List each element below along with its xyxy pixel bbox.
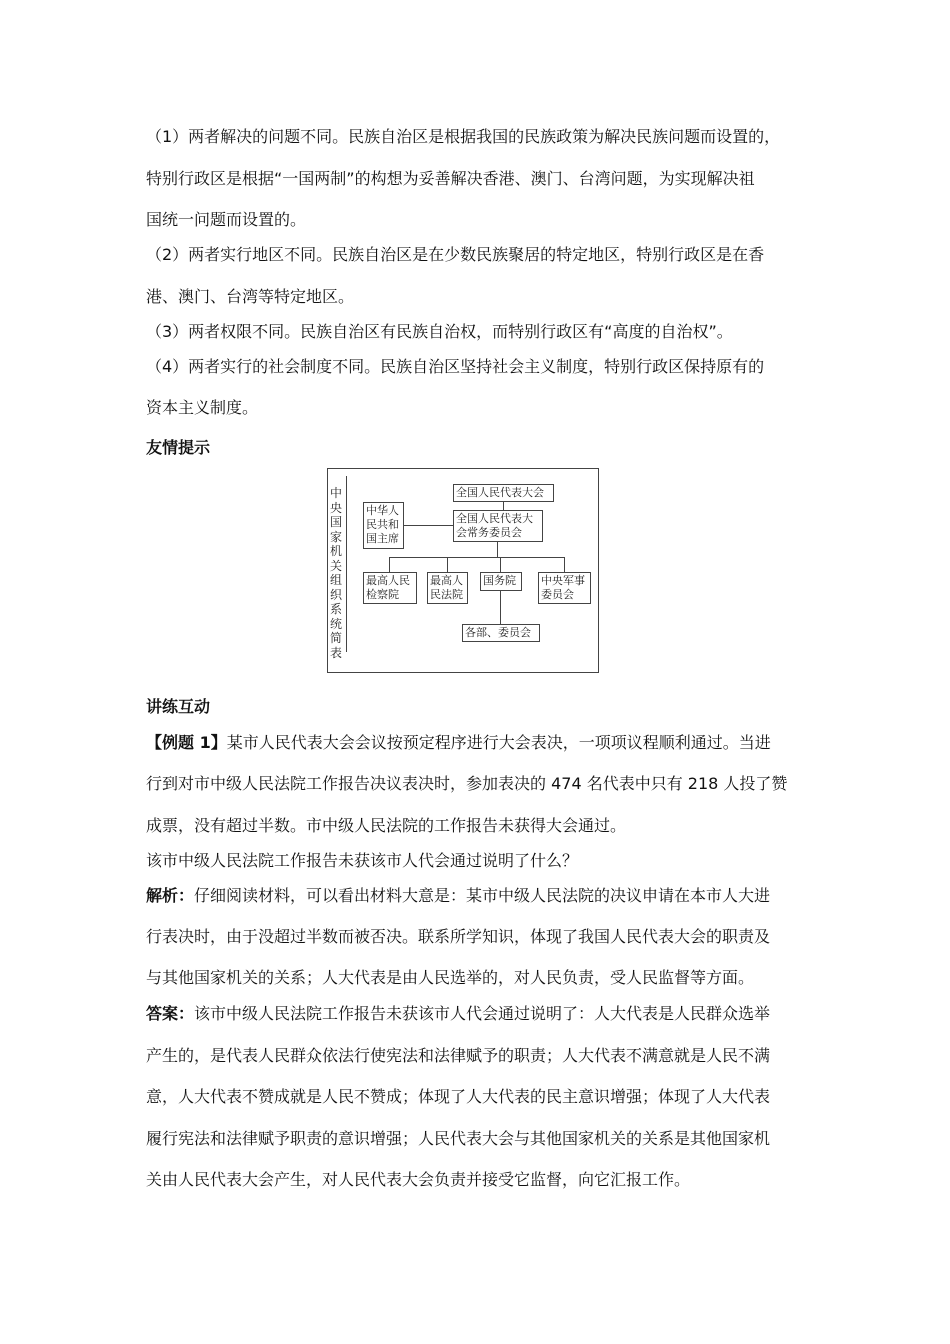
paragraph-line: （1）两者解决的问题不同。民族自治区是根据我国的民族政策为解决民族问题而设置的， [146,127,781,146]
answer-line: 产生的，是代表人民群众依法行使宪法和法律赋予的职责；人大代表不满意就是人民不满 [146,1046,771,1065]
analysis-label: 解析： [146,886,195,905]
example-text: 某市人民代表大会会议按预定程序进行大会表决，一项项议程顺利通过。当进 [226,733,771,752]
node-procuratorate: 最高人民 检察院 [363,572,417,604]
answer-line: 关由人民代表大会产生，对人民代表大会负责并接受它监督，向它汇报工作。 [146,1170,691,1189]
connector [389,557,390,572]
org-chart-title: 中央国家机关组织系统简表 [329,486,342,660]
analysis-text: 仔细阅读材料，可以看出材料大意是：某市中级人民法院的决议申请在本市人大进 [194,886,771,905]
node-npc: 全国人民代表大会 [453,484,554,502]
connector [497,542,498,557]
example-question: 该市中级人民法院工作报告未获该市人代会通过说明了什么？ [146,851,579,870]
node-military-commission: 中央军事 委员会 [538,572,591,604]
paragraph-line: 资本主义制度。 [146,398,259,417]
node-state-council: 国务院 [480,572,522,591]
paragraph-line: 特别行政区是根据“一国两制”的构想为妥善解决香港、澳门、台湾问题，为实现解决祖 [146,169,755,188]
connector [564,557,565,572]
answer-line: 履行宪法和法律赋予职责的意识增强；人民代表大会与其他国家机关的关系是其他国家机 [146,1129,771,1148]
answer-text: 该市中级人民法院工作报告未获该市人代会通过说明了：人大代表是人民群众选举 [194,1004,771,1023]
paragraph-line: （2）两者实行地区不同。民族自治区是在少数民族聚居的特定地区，特别行政区是在香 [146,245,765,264]
paragraph-line: （4）两者实行的社会制度不同。民族自治区坚持社会主义制度，特别行政区保持原有的 [146,357,765,376]
node-supreme-court: 最高人 民法院 [427,572,468,604]
paragraph-line: 国统一问题而设置的。 [146,210,307,229]
analysis-line [146,886,770,906]
answer-line [146,1004,770,1024]
analysis-line: 与其他国家机关的关系；人大代表是由人民选举的，对人民负责，受人民监督等方面。 [146,968,755,987]
connector [447,557,448,572]
paragraph-line: 港、澳门、台湾等特定地区。 [146,287,355,306]
org-chart-divider [346,476,347,652]
example-line [146,733,771,753]
connector [389,557,565,558]
answer-line: 意，人大代表不赞成就是人民不赞成；体现了人大代表的民主意识增强；体现了人大代表 [146,1087,771,1106]
connector [500,591,501,624]
answer-label: 答案： [146,1004,195,1023]
paragraph-line: （3）两者权限不同。民族自治区有民族自治权，而特别行政区有“高度的自治权”。 [146,322,733,341]
example-label: 【例题 1】 [146,733,227,752]
tip-heading: 友情提示 [146,438,211,457]
example-line: 行到对市中级人民法院工作报告决议表决时，参加表决的 474 名代表中只有 218 人投了赞 [146,774,788,793]
node-ministries: 各部、委员会 [462,624,540,642]
node-president: 中华人 民共和 国主席 [363,502,404,549]
node-standing-committee: 全国人民代表大 会常务委员会 [453,510,543,542]
practice-heading: 讲练互动 [146,697,211,716]
connector [404,525,453,526]
connector [500,557,501,572]
connector [503,502,504,510]
example-line: 成票，没有超过半数。市中级人民法院的工作报告未获得大会通过。 [146,816,627,835]
analysis-line: 行表决时，由于没超过半数而被否决。联系所学知识，体现了我国人民代表大会的职责及 [146,927,771,946]
